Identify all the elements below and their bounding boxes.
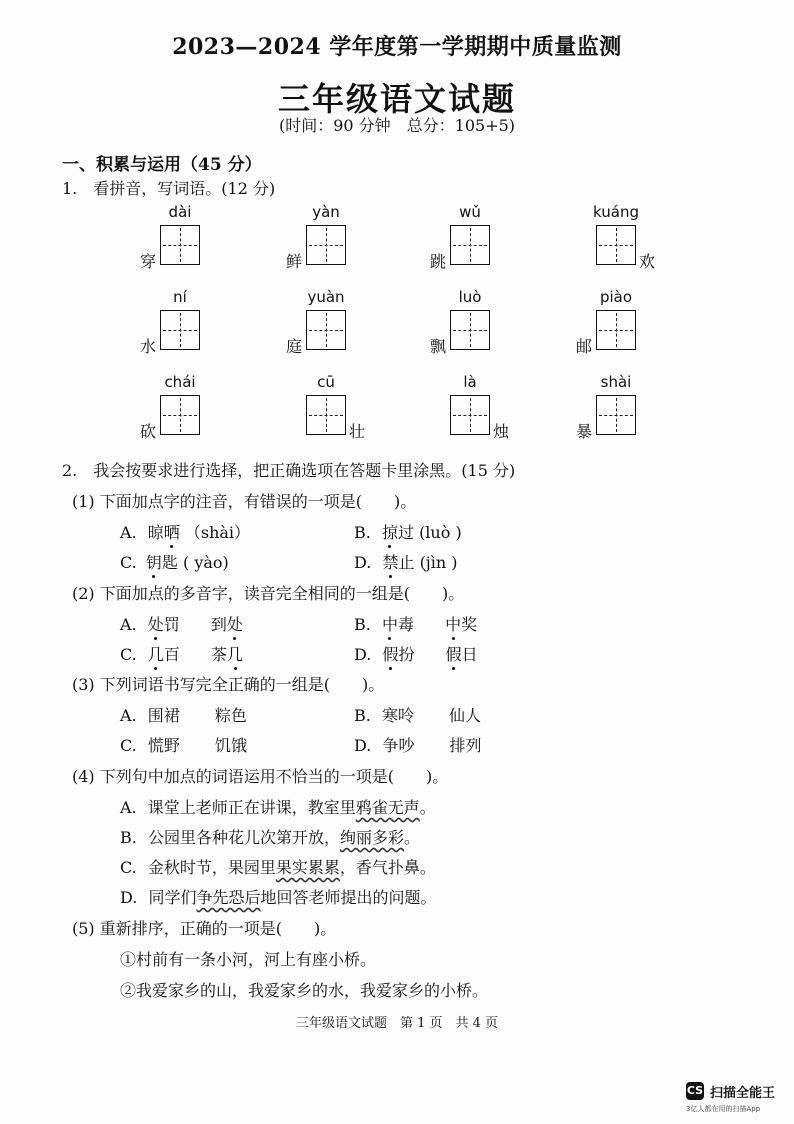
dotted-char: 钥: [146, 550, 162, 573]
q2-1-option-b: [354, 520, 462, 543]
option-letter: B.: [354, 706, 371, 725]
option-word: [146, 553, 178, 572]
q2-3-option-d: [354, 733, 482, 756]
pinyin-label: yàn: [312, 203, 340, 221]
pinyin-label: yuàn: [307, 288, 345, 306]
option-letter: B.: [354, 615, 371, 634]
option-word: [148, 523, 180, 542]
pinyin-label: wǔ: [459, 203, 481, 221]
q2-3-option-c: [120, 733, 247, 756]
option-letter: C.: [120, 736, 137, 755]
dotted-char: 处: [227, 612, 243, 635]
option-word-2: 粽色: [214, 706, 247, 725]
plain-char: 匙: [161, 553, 178, 572]
plain-char: 茶: [210, 645, 227, 664]
option-pinyin: (jìn ): [419, 553, 458, 572]
q2-3-label: (3) 下列词语书写完全正确的一组是( )。: [72, 675, 385, 694]
emphasized-phrase: 果实累累: [275, 858, 340, 877]
scanner-logo-icon: CS: [686, 1082, 704, 1100]
option-post: 。: [419, 798, 436, 817]
dotted-char: 几: [227, 642, 243, 665]
emphasized-phrase: 绚丽多彩: [339, 828, 404, 847]
plain-char: 日: [461, 645, 478, 664]
option-word-2: [445, 615, 477, 634]
dotted-char: 假: [382, 642, 398, 665]
option-pinyin: （shài）: [184, 523, 251, 542]
option-letter: B.: [120, 828, 137, 847]
q2-1-option-a: [120, 520, 250, 543]
given-char: 暴: [576, 422, 593, 441]
dotted-char: 掠: [382, 520, 398, 543]
option-pinyin: (luò ): [419, 523, 462, 542]
section-1-title: 一、积累与运用（45 分）: [62, 155, 262, 175]
dotted-char: 中: [445, 612, 461, 635]
writing-box[interactable]: [596, 395, 636, 435]
option-word-2: 仙人: [449, 706, 482, 725]
writing-box[interactable]: [160, 395, 200, 435]
plain-char: 过: [397, 523, 414, 542]
pinyin-label: shài: [600, 373, 632, 391]
option-letter: C.: [120, 858, 137, 877]
writing-box[interactable]: [450, 310, 490, 350]
pinyin-label: luò: [458, 288, 482, 306]
plain-char: 罚: [163, 615, 180, 634]
q2-2-label: (2) 下面加点的多音字，读音完全相同的一组是( )。: [72, 584, 465, 603]
option-pinyin: ( yào): [182, 553, 229, 572]
option-post: 。: [403, 828, 420, 847]
option-word-2: [211, 615, 243, 634]
option-word-2: [211, 645, 243, 664]
q2-3-option-b: [354, 703, 481, 726]
plain-char: 到: [210, 615, 227, 634]
option-letter: A.: [120, 706, 137, 725]
option-letter: A.: [120, 615, 137, 634]
given-char: 砍: [140, 422, 157, 441]
option-letter: B.: [354, 523, 371, 542]
option-word-1: [148, 615, 180, 634]
pinyin-label: là: [463, 373, 477, 391]
q2-4-label: (4) 下列句中加点的词语运用不恰当的一项是( )。: [72, 767, 449, 786]
given-char: 欢: [639, 252, 656, 271]
plain-char: 奖: [461, 615, 478, 634]
given-char: 庭: [286, 337, 303, 356]
writing-box[interactable]: [160, 310, 200, 350]
dotted-char: 禁: [382, 550, 398, 573]
q2-4-option-d: [120, 885, 436, 908]
pinyin-label: kuáng: [593, 203, 639, 221]
exam-subject-title: 三年级语文试题: [277, 80, 516, 118]
writing-box[interactable]: [596, 310, 636, 350]
option-word-1: 寒呤: [381, 706, 414, 725]
given-char: 穿: [140, 252, 157, 271]
scanner-tagline: 3亿人都在用的扫描App: [686, 1105, 761, 1113]
option-word: [382, 523, 414, 542]
option-pre: 课堂上老师正在讲课，教室里: [147, 798, 356, 817]
scanner-watermark: [686, 1080, 786, 1116]
option-letter: C.: [120, 645, 137, 664]
q2-1-label: (1) 下面加点字的注音，有错误的一项是( )。: [72, 492, 417, 511]
option-letter: D.: [354, 553, 372, 572]
q2-4-option-a: [120, 795, 436, 818]
plain-char: 晾: [147, 523, 164, 542]
given-char: 邮: [576, 337, 593, 356]
option-post: 地回答老师提出的问题。: [260, 888, 437, 907]
given-char: 烛: [493, 422, 510, 441]
option-letter: A.: [120, 523, 137, 542]
writing-box[interactable]: [306, 225, 346, 265]
given-char: 水: [140, 337, 157, 356]
option-pre: 公园里各种花儿次第开放，: [147, 828, 340, 847]
pinyin-label: piào: [599, 288, 633, 306]
q2-2-option-a: [120, 612, 243, 635]
writing-box[interactable]: [306, 395, 346, 435]
plain-char: 百: [163, 645, 180, 664]
q2-1-option-d: [354, 550, 458, 573]
writing-box[interactable]: [450, 225, 490, 265]
writing-box[interactable]: [596, 225, 636, 265]
dotted-char: 中: [382, 612, 398, 635]
scanner-app-name: 扫描全能王: [710, 1086, 776, 1101]
page-footer: 三年级语文试题 第 1 页 共 4 页: [295, 1016, 499, 1031]
question-2-label: 2. 我会按要求进行选择，把正确选项在答题卡里涂黑。(15 分): [62, 461, 516, 480]
given-char: 鲜: [286, 252, 303, 271]
option-letter: D.: [354, 736, 372, 755]
q2-1-option-c: [120, 550, 229, 573]
option-word-1: 围裙: [147, 706, 180, 725]
plain-char: 止: [398, 553, 415, 572]
writing-box[interactable]: [306, 310, 346, 350]
dotted-char: 处: [148, 612, 164, 635]
q2-2-option-c: [120, 642, 243, 665]
option-word-2: 排列: [449, 736, 482, 755]
option-pre: 同学们: [148, 888, 197, 907]
q2-5-label: (5) 重新排序，正确的一项是( )。: [72, 919, 337, 938]
writing-box[interactable]: [160, 225, 200, 265]
option-post: ，香气扑鼻。: [339, 858, 436, 877]
emphasized-phrase: 鸦雀无声: [355, 798, 420, 817]
option-letter: A.: [120, 798, 137, 817]
q2-5-sentence-1: ①村前有一条小河，河上有座小桥。: [120, 950, 377, 969]
option-letter: C.: [120, 553, 137, 572]
exam-info: (时间：90 分钟 总分：105+5): [278, 116, 516, 135]
given-char: 飘: [430, 337, 447, 356]
q2-3-option-a: [120, 703, 247, 726]
option-word-2: 饥饿: [214, 736, 247, 755]
option-word-1: 争吵: [382, 736, 415, 755]
dotted-char: 几: [148, 642, 164, 665]
plain-char: 扮: [398, 645, 415, 664]
exam-year-title: 2023—2024 学年度第一学期期中质量监测: [172, 34, 622, 60]
option-letter: D.: [120, 888, 138, 907]
q2-4-option-b: [120, 825, 420, 848]
option-word: [382, 553, 414, 572]
option-pre: 金秋时节，果园里: [147, 858, 276, 877]
question-1-label: 1. 看拼音，写词语。(12 分): [62, 179, 276, 198]
q2-4-option-c: [120, 855, 436, 878]
pinyin-label: ní: [173, 288, 187, 306]
option-word-1: [382, 615, 414, 634]
option-word-1: 慌野: [147, 736, 180, 755]
option-letter: D.: [354, 645, 372, 664]
pinyin-label: chái: [164, 373, 196, 391]
dotted-char: 假: [446, 642, 462, 665]
option-word-1: [148, 645, 180, 664]
writing-box[interactable]: [450, 395, 490, 435]
q2-2-option-b: [354, 612, 477, 635]
q2-5-sentence-2: ②我爱家乡的山，我爱家乡的水，我爱家乡的小桥。: [120, 981, 489, 1000]
dotted-char: 晒: [164, 520, 180, 543]
emphasized-phrase: 争先恐后: [196, 888, 261, 907]
given-char: 壮: [349, 422, 366, 441]
q2-2-option-d: [354, 642, 478, 665]
option-word-2: [446, 645, 478, 664]
pinyin-label: cū: [317, 373, 335, 391]
pinyin-label: dài: [168, 203, 192, 221]
plain-char: 毒: [397, 615, 414, 634]
given-char: 跳: [430, 252, 447, 271]
option-word-1: [382, 645, 414, 664]
